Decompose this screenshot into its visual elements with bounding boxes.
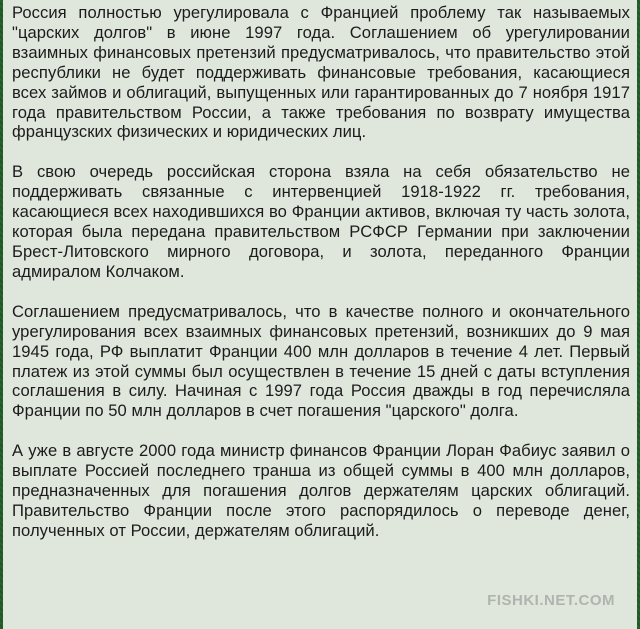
paragraph-3: Соглашением предусматривалось, что в качестве полного и окончательного урегулирования всех взаимных финансовых претензий, возникших до 9 мая 1945 года, РФ выплатит Франции 400 млн долларов в течение 4 лет. Первый платеж из этой суммы был осуществлен в течение 15 дней с даты вступления соглашения в силу. Начиная с 1997 года Россия дважды в год перечисляла Франции по 50 млн долларов в счет погашения "царского" долга.: [12, 301, 630, 421]
article-panel: [3, 0, 637, 629]
paragraph-1: Россия полностью урегулировала с Францией проблему так называемых "царских долгов" в июне 1997 года. Соглашением об урегулировании взаимных финансовых претензий предусматривалось, что правительство этой республики не будет поддерживать финансовые требования, касающиеся всех займов и облигаций, выпущенных или гарантированных до 7 ноября 1917 года правительством России, а также требования по возврату имущества французских физических и юридических лиц.: [12, 3, 630, 142]
paragraph-2: В свою очередь российская сторона взяла на себя обязательство не поддерживать связанные с интервенцией 1918-1922 гг. требования, касающиеся всех находившихся во Франции активов, включая ту часть золота, которая была передана правительством РСФСР Германии при заключении Брест-Литовского мирного договора, и золота, переданного Франции адмиралом Колчаком.: [12, 162, 630, 281]
paragraph-4: А уже в августе 2000 года министр финансов Франции Лоран Фабиус заявил о выплате Россией последнего транша из общей суммы в 400 млн долларов, предназначенных для погашения долгов держателям царских облигаций. Правительство Франции после этого распорядилось о переводе денег, полученных от России, держателям облигаций.: [12, 441, 630, 540]
watermark: FISHKI.NET.COM: [487, 592, 615, 609]
